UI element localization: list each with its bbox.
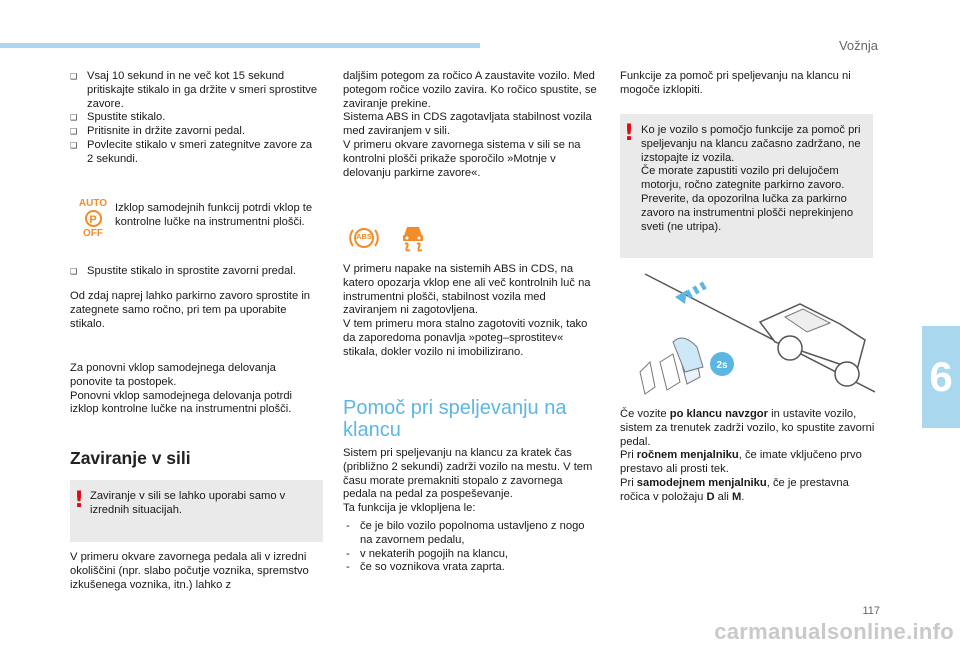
paragraph: Sistem pri speljevanju na klancu za kratek čas (približno 2 sekundi) zadrži vozilo na mestu. V tem času morate premakniti stopalo z zavornega pedala na pedal za pospeševanje. Ta funkcija je vklopljena le: bbox=[343, 447, 593, 515]
paragraph: Funkcije za pomoč pri speljevanju na klancu ni mogoče izklopiti. bbox=[620, 70, 851, 96]
release-step bbox=[70, 265, 318, 279]
paragraph bbox=[620, 449, 878, 477]
paragraph bbox=[620, 477, 878, 505]
condition-item: - v nekaterih pogojih na klancu, bbox=[343, 548, 597, 562]
watermark: carmanualsonline.info bbox=[714, 619, 954, 644]
conditions-list bbox=[343, 520, 597, 575]
step-item: ❑ Povlecite stikalo v smeri zategnitve zavore za 2 sekundi. bbox=[70, 139, 318, 167]
condition-item: - če je bilo vozilo popolnoma ustavljeno z nogo na zavornem pedalu, bbox=[343, 520, 597, 548]
text-run: Pri bbox=[620, 449, 637, 462]
page-number: 117 bbox=[862, 605, 880, 617]
warning-icon: ! bbox=[624, 121, 635, 146]
text-run-bold: ročnem menjalniku bbox=[636, 449, 739, 462]
auto-off-icon-bottom: OFF bbox=[83, 228, 103, 239]
step-item: ❑ Pritisnite in držite zavorni pedal. bbox=[70, 125, 318, 139]
paragraph: Za ponovni vklop samodejnega delovanja ponovite ta postopek. Ponovni vklop samodejnega delovanja potrdi izklop kontrolne lučke na instrumentni plošči. bbox=[70, 362, 293, 416]
text-run: in ustavite vozilo, sistem za trenutek zadrži vozilo, ko spustite zavorni pedal. bbox=[620, 408, 875, 448]
section-heading: Pomoč pri speljevanju na klancu bbox=[343, 397, 567, 441]
warning-icon: ! bbox=[74, 488, 85, 513]
two-second-badge: 2s bbox=[716, 360, 728, 371]
header-accent-bar bbox=[0, 43, 480, 48]
step-item: ❑ Spustite stikalo in sprostite zavorni predal. bbox=[70, 265, 318, 279]
auto-off-icon-p: P bbox=[85, 210, 102, 227]
abs-warning-icon bbox=[348, 225, 380, 251]
text-run: . bbox=[741, 490, 745, 503]
condition-item: - če so voznikova vrata zaprta. bbox=[343, 561, 597, 575]
text-run: , če imate vključeno prvo prestavo ali prosti tek. bbox=[620, 449, 862, 476]
steps-list bbox=[70, 70, 318, 167]
text-run-bold: samodejnem menjalniku bbox=[636, 476, 767, 489]
section-title: Vožnja bbox=[838, 38, 878, 53]
paragraph: V primeru okvare zavornega pedala ali v izredni okoliščini (npr. slabo počutje voznika, spremstvo izkušenega voznika, itn.) lahko z bbox=[70, 551, 309, 591]
warning-text: Zaviranje v sili se lahko uporabi samo v izrednih situacijah. bbox=[90, 490, 286, 516]
text-run: , če je prestavna ročica v položaju bbox=[620, 476, 849, 503]
paragraph: daljšim potegom za ročico A zaustavite vozilo. Med potegom ročice vozilo zavira. Ko ročico spustite, se zaviranje prekine. Sistema ABS in CDS zagotavljata stabilnost vozila med zaviranjem v sili. V primeru okvare zavornega sistema v sili se na kontrolni plošči prikaže sporočilo »Motnje v delovanju parkirne zavore«. bbox=[343, 70, 597, 179]
chapter-tab: 6 bbox=[922, 326, 960, 428]
stability-control-icon bbox=[396, 219, 430, 253]
auto-off-note: Izklop samodejnih funkcij potrdi vklop te kontrolne lučke na instrumentni plošči. bbox=[115, 202, 313, 228]
paragraph bbox=[620, 408, 878, 449]
section-heading: Zaviranje v sili bbox=[70, 448, 191, 468]
steps-block bbox=[70, 70, 318, 167]
abs-icon-label: ABS bbox=[356, 232, 372, 241]
paragraph: Od zdaj naprej lahko parkirno zavoro sprostite in zategnete samo ročno, pri tem pa uporabite stikalo. bbox=[70, 290, 311, 330]
text-run-bold: D bbox=[706, 490, 715, 503]
step-item: ❑ Vsaj 10 sekund in ne več kot 15 sekund pritiskajte stikalo in ga držite v smeri sprostitve zavore. bbox=[70, 70, 318, 111]
paragraph: V primeru napake na sistemih ABS in CDS, na katero opozarja vklop ene ali več kontrolnih luč na instrumentni plošči, stabilnost vozila med zaviranjem ni zagotovljena. V tem primeru mora stalno zagotoviti voznik, tako da zaporedoma ponavlja »poteg–sprostitev« stikala, dokler vozilo ni imobilizirano. bbox=[343, 263, 591, 358]
text-run: Če vozite bbox=[620, 408, 670, 420]
text-run-bold: po klancu navzgor bbox=[669, 408, 768, 420]
hill-start-description bbox=[620, 408, 878, 505]
text-run: ali bbox=[714, 490, 732, 503]
auto-off-icon-top: AUTO bbox=[78, 198, 108, 209]
conditions-block bbox=[343, 520, 597, 575]
hill-start-illustration bbox=[625, 262, 875, 402]
warning-text: Ko je vozilo s pomočjo funkcije za pomoč pri speljevanju na klancu začasno zadržano, ne izstopajte iz vozila. Če morate zapustiti vozilo pri delujočem motorju, ročno zategnite parkirno zavoro. Preverite, da opozorilna lučka za parkirno zavoro na instrumentni plošči neprekinjeno sveti (ne utripa). bbox=[641, 124, 861, 233]
text-run-bold: M bbox=[731, 490, 742, 503]
auto-off-icon bbox=[76, 198, 110, 246]
step-item: ❑ Spustite stikalo. bbox=[70, 111, 318, 125]
text-run: Pri bbox=[620, 476, 637, 489]
